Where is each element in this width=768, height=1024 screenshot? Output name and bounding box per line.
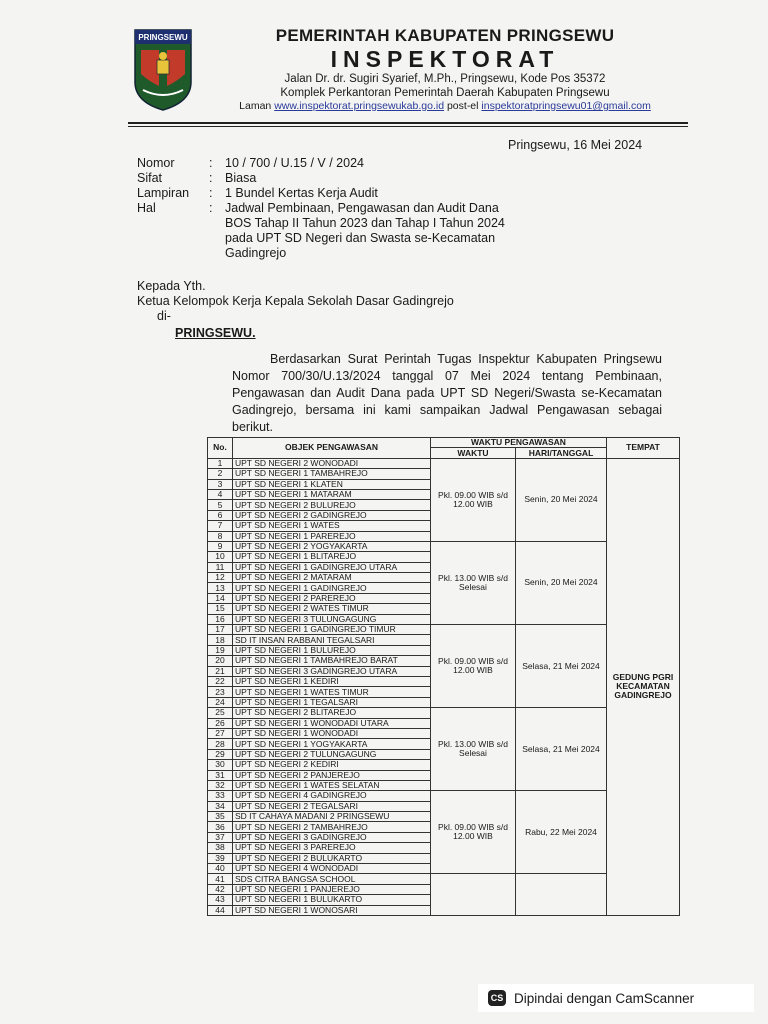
row-number: 28 (208, 739, 233, 749)
row-number: 30 (208, 760, 233, 770)
pringsewu-emblem-icon (131, 26, 195, 112)
meta-row-hal: Hal : Jadwal Pembinaan, Pengawasan dan Audit Dana BOS Tahap II Tahun 2023 dan Tahap I Tahun 2024 pada UPT SD Negeri dan Swasta se-Kecamatan Gadingrejo (137, 201, 525, 261)
address-line: Jalan Dr. dr. Sugiri Syarief, M.Ph., Pringsewu, Kode Pos 35372 (284, 73, 606, 85)
row-number: 9 (208, 541, 233, 551)
meta-row-sifat: Sifat : Biasa (137, 171, 525, 186)
row-number: 7 (208, 521, 233, 531)
row-object: UPT SD NEGERI 3 GADINGREJO UTARA (233, 666, 431, 676)
header-object: OBJEK PENGAWASAN (233, 438, 431, 459)
row-number: 37 (208, 832, 233, 842)
row-object: UPT SD NEGERI 1 WATES SELATAN (233, 780, 431, 790)
row-number: 35 (208, 812, 233, 822)
row-object: UPT SD NEGERI 1 GADINGREJO TIMUR (233, 625, 431, 635)
row-object: UPT SD NEGERI 1 YOGYAKARTA (233, 739, 431, 749)
row-object: UPT SD NEGERI 1 WONOSARI (233, 905, 431, 915)
row-number: 12 (208, 573, 233, 583)
row-object: SDS CITRA BANGSA SCHOOL (233, 874, 431, 884)
meta-value: 10 / 700 / U.15 / V / 2024 (225, 156, 364, 170)
row-number: 5 (208, 500, 233, 510)
row-number: 44 (208, 905, 233, 915)
row-object: UPT SD NEGERI 4 GADINGREJO (233, 791, 431, 801)
row-object: UPT SD NEGERI 1 MATARAM (233, 489, 431, 499)
row-number: 20 (208, 656, 233, 666)
row-number: 14 (208, 593, 233, 603)
group-day: Selasa, 21 Mei 2024 (516, 625, 607, 708)
row-object: SD IT CAHAYA MADANI 2 PRINGSEWU (233, 812, 431, 822)
group-day: Rabu, 22 Mei 2024 (516, 791, 607, 874)
header-day: HARI/TANGGAL (516, 448, 607, 458)
row-object: UPT SD NEGERI 3 PAREREJO (233, 843, 431, 853)
letter-meta (137, 156, 525, 261)
schedule-table (207, 437, 680, 916)
row-number: 2 (208, 469, 233, 479)
row-object: UPT SD NEGERI 2 BLITAREJO (233, 708, 431, 718)
header-rule-thick (128, 122, 688, 124)
meta-key: Hal (137, 201, 156, 215)
group-day: Senin, 20 Mei 2024 (516, 541, 607, 624)
row-number: 21 (208, 666, 233, 676)
row-object: UPT SD NEGERI 2 WONODADI (233, 458, 431, 468)
row-number: 16 (208, 614, 233, 624)
letterhead (205, 26, 685, 113)
row-object: UPT SD NEGERI 1 WATES (233, 521, 431, 531)
row-number: 10 (208, 552, 233, 562)
row-number: 39 (208, 853, 233, 863)
row-object: UPT SD NEGERI 1 BLITAREJO (233, 552, 431, 562)
group-day: Senin, 20 Mei 2024 (516, 458, 607, 541)
row-object: UPT SD NEGERI 1 PAREREJO (233, 531, 431, 541)
row-number: 24 (208, 697, 233, 707)
complex-line: Komplek Perkantoran Pemerintah Daerah Kabupaten Pringsewu (280, 87, 610, 99)
row-number: 32 (208, 780, 233, 790)
website-prefix: Laman (239, 100, 272, 112)
scanner-text: Dipindai dengan CamScanner (514, 990, 695, 1006)
header-time: WAKTU (431, 448, 516, 458)
row-object: UPT SD NEGERI 1 KLATEN (233, 479, 431, 489)
row-object: UPT SD NEGERI 2 KEDIRI (233, 760, 431, 770)
row-number: 13 (208, 583, 233, 593)
government-name: PEMERINTAH KABUPATEN PRINGSEWU (275, 26, 615, 45)
letter-date: Pringsewu, 16 Mei 2024 (508, 138, 643, 152)
row-number: 27 (208, 728, 233, 738)
group-time: Pkl. 13.00 WIB s/d Selesai (431, 708, 516, 791)
email-link[interactable]: inspektoratpringsewu01@gmail.com (481, 100, 651, 112)
row-object: UPT SD NEGERI 1 BULUKARTO (233, 895, 431, 905)
row-number: 18 (208, 635, 233, 645)
row-object: UPT SD NEGERI 1 TEGALSARI (233, 697, 431, 707)
group-time-empty (431, 874, 516, 916)
logo-label: PRINGSEWU (138, 33, 188, 42)
row-number: 26 (208, 718, 233, 728)
group-day-empty (516, 874, 607, 916)
row-number: 29 (208, 749, 233, 759)
row-object: UPT SD NEGERI 3 GADINGREJO (233, 832, 431, 842)
row-number: 22 (208, 676, 233, 686)
row-number: 6 (208, 510, 233, 520)
row-object: UPT SD NEGERI 1 KEDIRI (233, 676, 431, 686)
meta-value: Jadwal Pembinaan, Pengawasan dan Audit Dana BOS Tahap II Tahun 2023 dan Tahap I Tahun 2024 pada UPT SD Negeri dan Swasta se-Kecamatan Gadingrejo (225, 201, 505, 260)
row-number: 23 (208, 687, 233, 697)
row-number: 33 (208, 791, 233, 801)
row-object: UPT SD NEGERI 1 TAMBAHREJO BARAT (233, 656, 431, 666)
header-rule-thin (128, 126, 688, 127)
body-paragraph (232, 351, 662, 436)
row-object: UPT SD NEGERI 4 WONODADI (233, 864, 431, 874)
row-number: 40 (208, 864, 233, 874)
group-time: Pkl. 09.00 WIB s/d 12.00 WIB (431, 625, 516, 708)
meta-key: Nomor (137, 156, 175, 170)
recipient-name: Ketua Kelompok Kerja Kepala Sekolah Dasar Gadingrejo (137, 294, 454, 308)
place-cell: GEDUNG PGRI KECAMATAN GADINGREJO (607, 458, 680, 915)
row-object: UPT SD NEGERI 1 PANJEREJO (233, 884, 431, 894)
meta-key: Lampiran (137, 186, 190, 200)
row-object: UPT SD NEGERI 2 PANJEREJO (233, 770, 431, 780)
group-time: Pkl. 13.00 WIB s/d Selesai (431, 541, 516, 624)
group-time: Pkl. 09.00 WIB s/d 12.00 WIB (431, 791, 516, 874)
scanner-watermark (478, 984, 754, 1012)
header-place: TEMPAT (607, 438, 680, 459)
meta-value: 1 Bundel Kertas Kerja Audit (225, 186, 378, 200)
row-object: UPT SD NEGERI 2 PAREREJO (233, 593, 431, 603)
meta-row-nomor: Nomor : 10 / 700 / U.15 / V / 2024 (137, 156, 525, 171)
header-time-group: WAKTU PENGAWASAN (431, 438, 607, 448)
recipient-salutation: Kepada Yth. (137, 279, 206, 293)
row-number: 25 (208, 708, 233, 718)
row-object: UPT SD NEGERI 3 TULUNGAGUNG (233, 614, 431, 624)
row-number: 8 (208, 531, 233, 541)
email-prefix: post-el (446, 100, 479, 112)
row-number: 31 (208, 770, 233, 780)
row-object: UPT SD NEGERI 1 WONODADI (233, 728, 431, 738)
row-object: UPT SD NEGERI 2 TEGALSARI (233, 801, 431, 811)
row-object: UPT SD NEGERI 1 GADINGREJO (233, 583, 431, 593)
row-number: 11 (208, 562, 233, 572)
website-link[interactable]: www.inspektorat.pringsewukab.go.id (274, 100, 445, 112)
row-number: 15 (208, 604, 233, 614)
row-object: UPT SD NEGERI 2 BULUREJO (233, 500, 431, 510)
row-number: 43 (208, 895, 233, 905)
meta-key: Sifat (137, 171, 163, 185)
row-object: UPT SD NEGERI 2 TULUNGAGUNG (233, 749, 431, 759)
camscanner-icon: CS (488, 990, 506, 1006)
row-object: UPT SD NEGERI 1 BULUREJO (233, 645, 431, 655)
recipient-di: di- (157, 309, 171, 323)
group-time: Pkl. 09.00 WIB s/d 12.00 WIB (431, 458, 516, 541)
meta-value: Biasa (225, 171, 257, 185)
row-number: 34 (208, 801, 233, 811)
row-number: 4 (208, 489, 233, 499)
row-object: UPT SD NEGERI 2 BULUKARTO (233, 853, 431, 863)
row-object: SD IT INSAN RABBANI TEGALSARI (233, 635, 431, 645)
meta-row-lampiran: Lampiran : 1 Bundel Kertas Kerja Audit (137, 186, 525, 201)
row-number: 1 (208, 458, 233, 468)
row-object: UPT SD NEGERI 1 WATES TIMUR (233, 687, 431, 697)
row-number: 38 (208, 843, 233, 853)
row-object: UPT SD NEGERI 2 TAMBAHREJO (233, 822, 431, 832)
row-object: UPT SD NEGERI 1 WONODADI UTARA (233, 718, 431, 728)
row-number: 41 (208, 874, 233, 884)
row-object: UPT SD NEGERI 2 YOGYAKARTA (233, 541, 431, 551)
row-number: 42 (208, 884, 233, 894)
row-object: UPT SD NEGERI 1 GADINGREJO UTARA (233, 562, 431, 572)
recipient-city: PRINGSEWU. (175, 326, 256, 340)
table-row (208, 458, 680, 468)
row-number: 19 (208, 645, 233, 655)
contact-line (205, 100, 685, 113)
recipient-block (137, 279, 454, 341)
row-number: 3 (208, 479, 233, 489)
header-no: No. (208, 438, 233, 459)
row-number: 17 (208, 625, 233, 635)
body-text: Berdasarkan Surat Perintah Tugas Inspektur Kabupaten Pringsewu Nomor 700/30/U.13/2024 tanggal 07 Mei 2024 tentang Pembinaan, Pengawasan dan Audit Dana pada UPT SD Negeri/Swasta se-Kecamatan Gadingrejo, bersama ini kami sampaikan Jadwal Pengawasan sebagai berikut. (232, 352, 662, 434)
row-number: 36 (208, 822, 233, 832)
group-day: Selasa, 21 Mei 2024 (516, 708, 607, 791)
row-object: UPT SD NEGERI 2 GADINGREJO (233, 510, 431, 520)
row-object: UPT SD NEGERI 2 WATES TIMUR (233, 604, 431, 614)
agency-name: INSPEKTORAT (330, 46, 560, 72)
row-object: UPT SD NEGERI 2 MATARAM (233, 573, 431, 583)
row-object: UPT SD NEGERI 1 TAMBAHREJO (233, 469, 431, 479)
